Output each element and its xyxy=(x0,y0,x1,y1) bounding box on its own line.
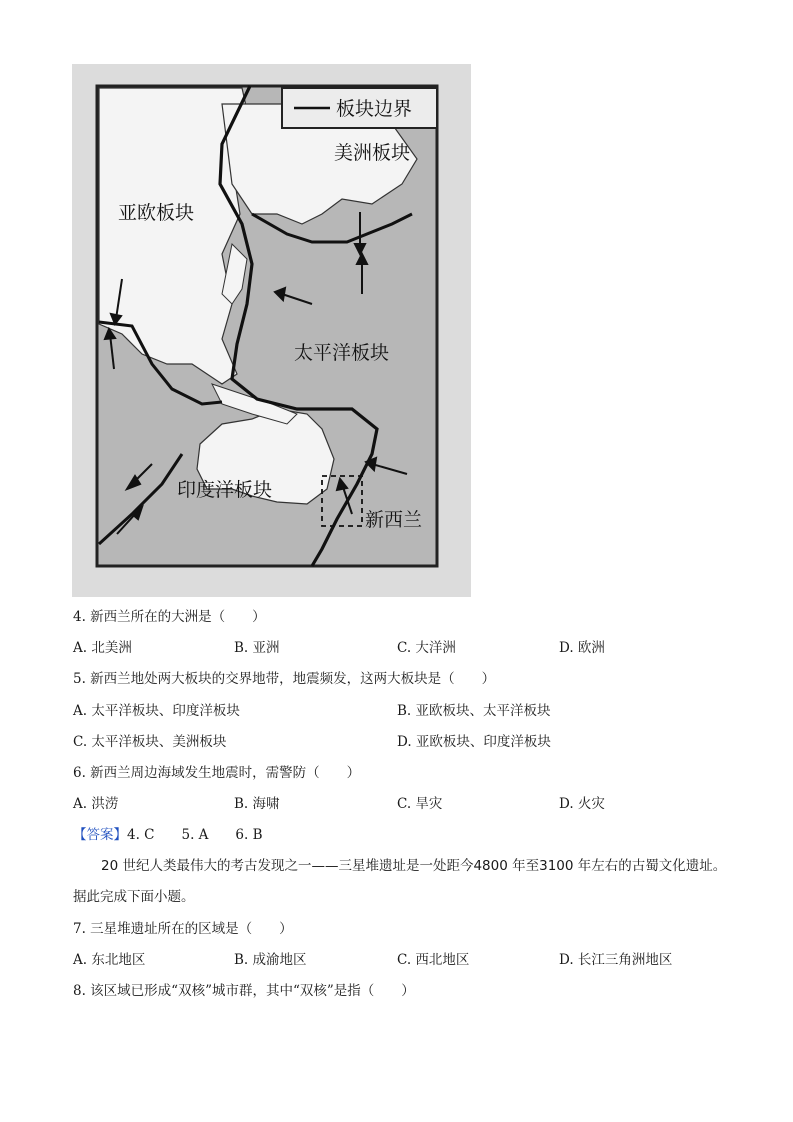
question-7-option-b: B. 成渝地区 xyxy=(234,952,307,968)
question-6-option-b: B. 海啸 xyxy=(234,796,280,812)
question-6-option-d: D. 火灾 xyxy=(559,796,605,812)
question-7-option-c: C. 西北地区 xyxy=(397,952,470,968)
question-5-option-c: C. 太平洋板块、美洲板块 xyxy=(73,734,227,750)
question-5-option-d: D. 亚欧板块、印度洋板块 xyxy=(397,734,551,750)
label-america-plate: 美洲板块 xyxy=(334,142,411,164)
question-4-stem: 4. 新西兰所在的大洲是（ ） xyxy=(73,609,266,625)
label-indian-plate: 印度洋板块 xyxy=(177,479,273,501)
passage-line-2: 据此完成下面小题。 xyxy=(73,889,195,905)
question-8-stem: 8. 该区域已形成“双核”城市群，其中“双核”是指（ ） xyxy=(73,983,415,999)
question-6-option-c: C. 旱灾 xyxy=(397,796,443,812)
label-pacific-plate: 太平洋板块 xyxy=(294,342,390,364)
question-5-option-b: B. 亚欧板块、太平洋板块 xyxy=(397,703,551,719)
legend-label: 板块边界 xyxy=(336,98,413,120)
question-4-option-c: C. 大洋洲 xyxy=(397,640,456,656)
answer-tag: 【答案】 xyxy=(73,827,127,843)
label-eurasia-plate: 亚欧板块 xyxy=(118,202,195,224)
label-new-zealand: 新西兰 xyxy=(365,509,423,531)
question-6-stem: 6. 新西兰周边海域发生地震时，需警防（ ） xyxy=(73,765,361,781)
question-7-stem: 7. 三星堆遗址所在的区域是（ ） xyxy=(73,921,293,937)
question-5-stem: 5. 新西兰地处两大板块的交界地带，地震频发，这两大板块是（ ） xyxy=(73,671,496,687)
question-7-option-a: A. 东北地区 xyxy=(73,952,146,968)
question-4-option-b: B. 亚洲 xyxy=(234,640,280,656)
question-4-option-d: D. 欧洲 xyxy=(559,640,605,656)
passage-line-1: 20 世纪人类最伟大的考古发现之一——三星堆遗址是一处距今4800 年至3100 年左右的古蜀文化遗址。 xyxy=(101,858,727,874)
plate-map xyxy=(72,64,471,597)
question-7-option-d: D. 长江三角洲地区 xyxy=(559,952,673,968)
question-4-option-a: A. 北美洲 xyxy=(73,640,132,656)
question-6-option-a: A. 洪涝 xyxy=(73,796,119,812)
question-5-option-a: A. 太平洋板块、印度洋板块 xyxy=(73,703,240,719)
answer-text: 4. C 5. A 6. B xyxy=(127,827,263,843)
answer-line xyxy=(73,826,263,844)
